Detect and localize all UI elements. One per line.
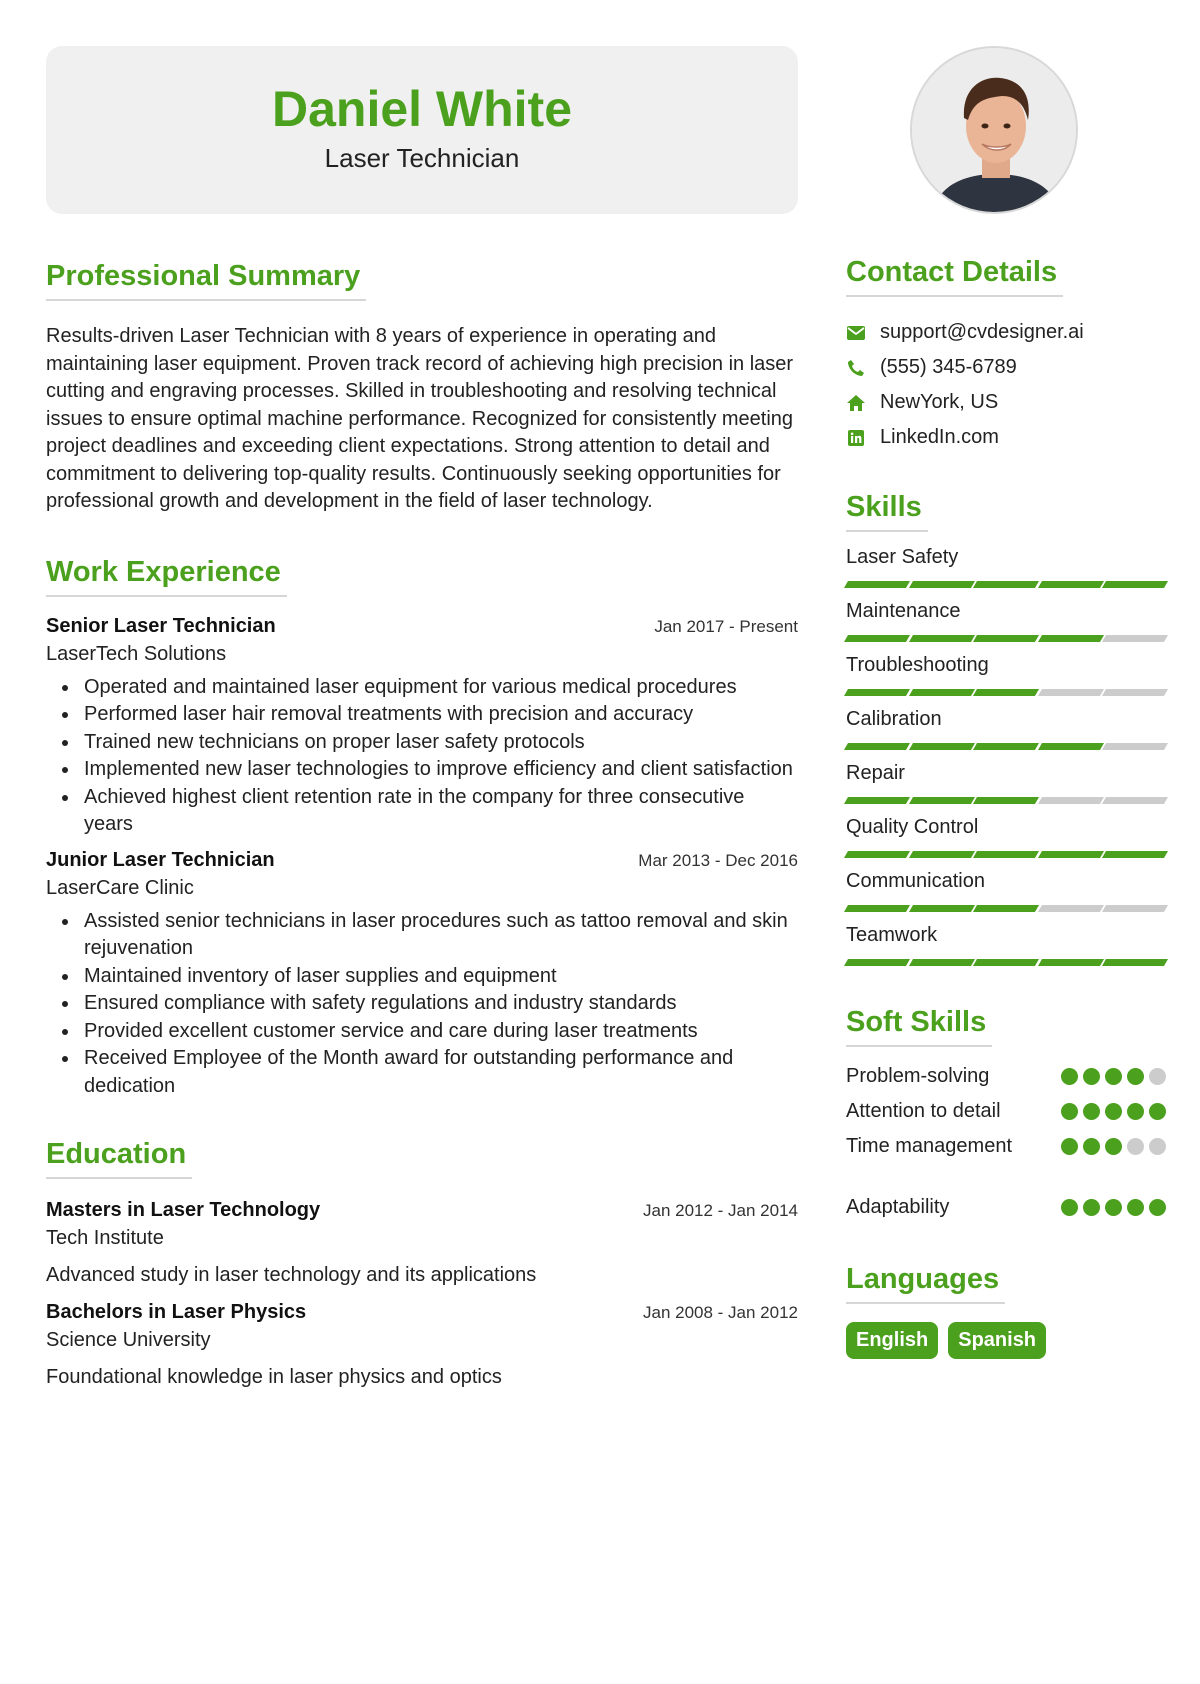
skill-level-segment [1102, 635, 1168, 642]
skills-section [846, 491, 1166, 966]
skill-level-segment [844, 581, 910, 588]
skill-level-segment [844, 797, 910, 804]
rating-dot [1061, 1068, 1078, 1085]
job-date: Mar 2013 - Dec 2016 [638, 850, 798, 870]
skill-level-segment [1038, 959, 1104, 966]
skill-name: Teamwork [846, 924, 938, 946]
education-heading: Education [46, 1138, 192, 1179]
language-badge: English [846, 1322, 938, 1359]
job-bullet: Operated and maintained laser equipment for various medical procedures [84, 674, 798, 702]
job-entry [46, 849, 798, 1101]
skill-level-segment [1038, 581, 1104, 588]
skill-level-segment [1038, 851, 1104, 858]
soft-skill-rating [1061, 1103, 1166, 1120]
skill-level-segment [1102, 689, 1168, 696]
rating-dot [1149, 1138, 1166, 1155]
skill-name: Quality Control [846, 816, 979, 838]
job-bullet: Trained new technicians on proper laser safety protocols [84, 729, 798, 757]
skill-name: Maintenance [846, 600, 961, 622]
skill-level-segment [973, 635, 1039, 642]
skill-item [846, 870, 1166, 912]
school-name: Tech Institute [46, 1227, 164, 1249]
degree-title: Masters in Laser Technology [46, 1199, 321, 1221]
skill-level-segment [973, 905, 1039, 912]
skill-level-bar [846, 743, 1166, 750]
soft-skill-item [846, 1190, 1166, 1225]
soft-skills-section [846, 1006, 1166, 1225]
location-text: NewYork, US [880, 391, 999, 413]
soft-skills-heading: Soft Skills [846, 1006, 992, 1047]
job-bullet: Implemented new laser technologies to improve efficiency and client satisfaction [84, 756, 798, 784]
education-section [46, 1138, 798, 1389]
skill-level-segment [844, 959, 910, 966]
soft-skill-item [846, 1059, 1166, 1094]
skill-level-segment [1038, 905, 1104, 912]
education-entry [46, 1199, 798, 1287]
job-bullet: Ensured compliance with safety regulations and industry standards [84, 990, 798, 1018]
skill-level-segment [844, 905, 910, 912]
skill-level-segment [1038, 635, 1104, 642]
skill-item [846, 546, 1166, 588]
skill-level-segment [909, 851, 975, 858]
work-section [46, 556, 798, 1101]
candidate-name: Daniel White [271, 81, 573, 137]
skill-level-segment [1038, 689, 1104, 696]
job-company: LaserTech Solutions [46, 642, 227, 665]
job-bullets [46, 908, 798, 1101]
skill-name: Communication [846, 870, 985, 892]
rating-dot [1127, 1138, 1144, 1155]
skill-item [846, 924, 1166, 966]
languages-heading: Languages [846, 1263, 1005, 1304]
school-name: Science University [46, 1329, 211, 1351]
job-bullet: Provided excellent customer service and care during laser treatments [84, 1018, 798, 1046]
skill-item [846, 708, 1166, 750]
soft-skill-name: Adaptability [846, 1196, 950, 1218]
skill-level-segment [909, 581, 975, 588]
skill-level-bar [846, 905, 1166, 912]
rating-dot [1149, 1068, 1166, 1085]
rating-dot [1061, 1103, 1078, 1120]
rating-dot [1083, 1199, 1100, 1216]
skill-level-segment [909, 635, 975, 642]
skill-name: Laser Safety [846, 546, 959, 568]
skill-name: Repair [846, 762, 905, 784]
job-title: Junior Laser Technician [46, 848, 275, 871]
skill-level-bar [846, 851, 1166, 858]
skill-level-segment [973, 797, 1039, 804]
skill-item [846, 654, 1166, 696]
education-description: Advanced study in laser technology and its applications [46, 1264, 537, 1286]
languages-section [846, 1263, 1166, 1359]
home-icon [846, 393, 866, 413]
job-bullet: Maintained inventory of laser supplies and equipment [84, 963, 798, 991]
skill-level-segment [1102, 851, 1168, 858]
education-date: Jan 2008 - Jan 2012 [642, 1303, 798, 1322]
skills-list [846, 546, 1166, 966]
rating-dot [1083, 1068, 1100, 1085]
person-avatar-icon [912, 48, 1078, 214]
skill-level-segment [1038, 797, 1104, 804]
main-column [46, 46, 798, 1389]
skill-item [846, 816, 1166, 858]
job-date: Jan 2017 - Present [654, 616, 798, 636]
contact-location [846, 385, 1166, 420]
rating-dot [1061, 1199, 1078, 1216]
sidebar-column [846, 46, 1166, 1359]
rating-dot [1127, 1103, 1144, 1120]
phone-icon [846, 358, 866, 378]
rating-dot [1083, 1103, 1100, 1120]
skill-level-segment [1102, 581, 1168, 588]
rating-dot [1149, 1103, 1166, 1120]
rating-dot [1083, 1138, 1100, 1155]
skill-level-segment [844, 743, 910, 750]
skill-name: Calibration [846, 708, 942, 730]
soft-skill-item [846, 1129, 1166, 1164]
skill-level-segment [1102, 905, 1168, 912]
contact-heading: Contact Details [846, 256, 1063, 297]
rating-dot [1127, 1068, 1144, 1085]
job-bullet: Performed laser hair removal treatments with precision and accuracy [84, 701, 798, 729]
skill-level-segment [973, 851, 1039, 858]
skill-level-segment [844, 689, 910, 696]
rating-dot [1105, 1103, 1122, 1120]
soft-skill-name: Problem-solving [846, 1065, 990, 1087]
skill-level-segment [909, 905, 975, 912]
skill-level-segment [909, 797, 975, 804]
soft-skill-rating [1061, 1068, 1166, 1085]
skill-level-segment [909, 959, 975, 966]
summary-heading: Professional Summary [46, 260, 366, 301]
skill-name: Troubleshooting [846, 654, 989, 676]
skill-level-segment [973, 959, 1039, 966]
job-bullet: Achieved highest client retention rate in the company for three consecutive years [84, 784, 798, 839]
skill-level-segment [973, 581, 1039, 588]
contact-email[interactable] [846, 315, 1166, 350]
phone-text: (555) 345-6789 [880, 356, 1017, 378]
soft-skill-rating [1061, 1199, 1166, 1216]
envelope-icon [846, 323, 866, 343]
job-bullet: Assisted senior technicians in laser procedures such as tattoo removal and skin rejuvenation [84, 908, 798, 963]
soft-skill-rating [1061, 1138, 1166, 1155]
summary-text: Results-driven Laser Technician with 8 years of experience in operating and maintaining laser equipment. Proven track record of achieving high precision in laser cutting and engraving processes. Skilled in troubleshooting and resolving technical issues to ensure optimal machine performance. Recognized for consistently meeting project deadlines and exceeding client expectations. Strong attention to detail and commitment to delivering top-quality results. Continuously seeking opportunities for professional growth and development in the field of laser technology. [46, 325, 794, 512]
skill-level-segment [909, 743, 975, 750]
skill-level-bar [846, 797, 1166, 804]
job-title: Senior Laser Technician [46, 614, 276, 637]
skill-level-segment [973, 743, 1039, 750]
contact-section [846, 256, 1166, 455]
soft-skill-item [846, 1094, 1166, 1129]
rating-dot [1105, 1138, 1122, 1155]
summary-section [46, 260, 798, 516]
rating-dot [1105, 1199, 1122, 1216]
skill-item [846, 600, 1166, 642]
skill-level-segment [1038, 743, 1104, 750]
soft-skill-name: Time management [846, 1135, 1012, 1157]
education-date: Jan 2012 - Jan 2014 [642, 1201, 798, 1220]
rating-dot [1061, 1138, 1078, 1155]
skill-level-bar [846, 959, 1166, 966]
email-text: support@cvdesigner.ai [880, 321, 1084, 343]
skill-level-segment [1102, 797, 1168, 804]
education-description: Foundational knowledge in laser physics and optics [46, 1366, 502, 1388]
education-entry [46, 1301, 798, 1389]
linkedin-text: LinkedIn.com [880, 426, 999, 448]
soft-skill-name: Attention to detail [846, 1100, 1001, 1122]
skill-level-bar [846, 635, 1166, 642]
skill-level-segment [1102, 743, 1168, 750]
skill-level-segment [844, 851, 910, 858]
degree-title: Bachelors in Laser Physics [46, 1301, 307, 1323]
skill-level-segment [973, 689, 1039, 696]
job-entry [46, 615, 798, 839]
language-badge: Spanish [948, 1322, 1046, 1359]
contact-linkedin[interactable] [846, 420, 1166, 455]
candidate-title: Laser Technician [324, 143, 520, 173]
job-bullet: Received Employee of the Month award for outstanding performance and dedication [84, 1045, 798, 1100]
header [46, 46, 798, 214]
skill-level-segment [1102, 959, 1168, 966]
linkedin-icon [846, 428, 866, 448]
skill-level-bar [846, 689, 1166, 696]
skills-heading: Skills [846, 491, 928, 532]
work-heading: Work Experience [46, 556, 287, 597]
rating-dot [1149, 1199, 1166, 1216]
job-company: LaserCare Clinic [46, 876, 194, 899]
skill-level-segment [909, 689, 975, 696]
contact-phone[interactable] [846, 350, 1166, 385]
job-bullets [46, 674, 798, 839]
skill-level-segment [844, 635, 910, 642]
rating-dot [1105, 1068, 1122, 1085]
skill-item [846, 762, 1166, 804]
rating-dot [1127, 1199, 1144, 1216]
profile-photo [910, 46, 1078, 214]
skill-level-bar [846, 581, 1166, 588]
